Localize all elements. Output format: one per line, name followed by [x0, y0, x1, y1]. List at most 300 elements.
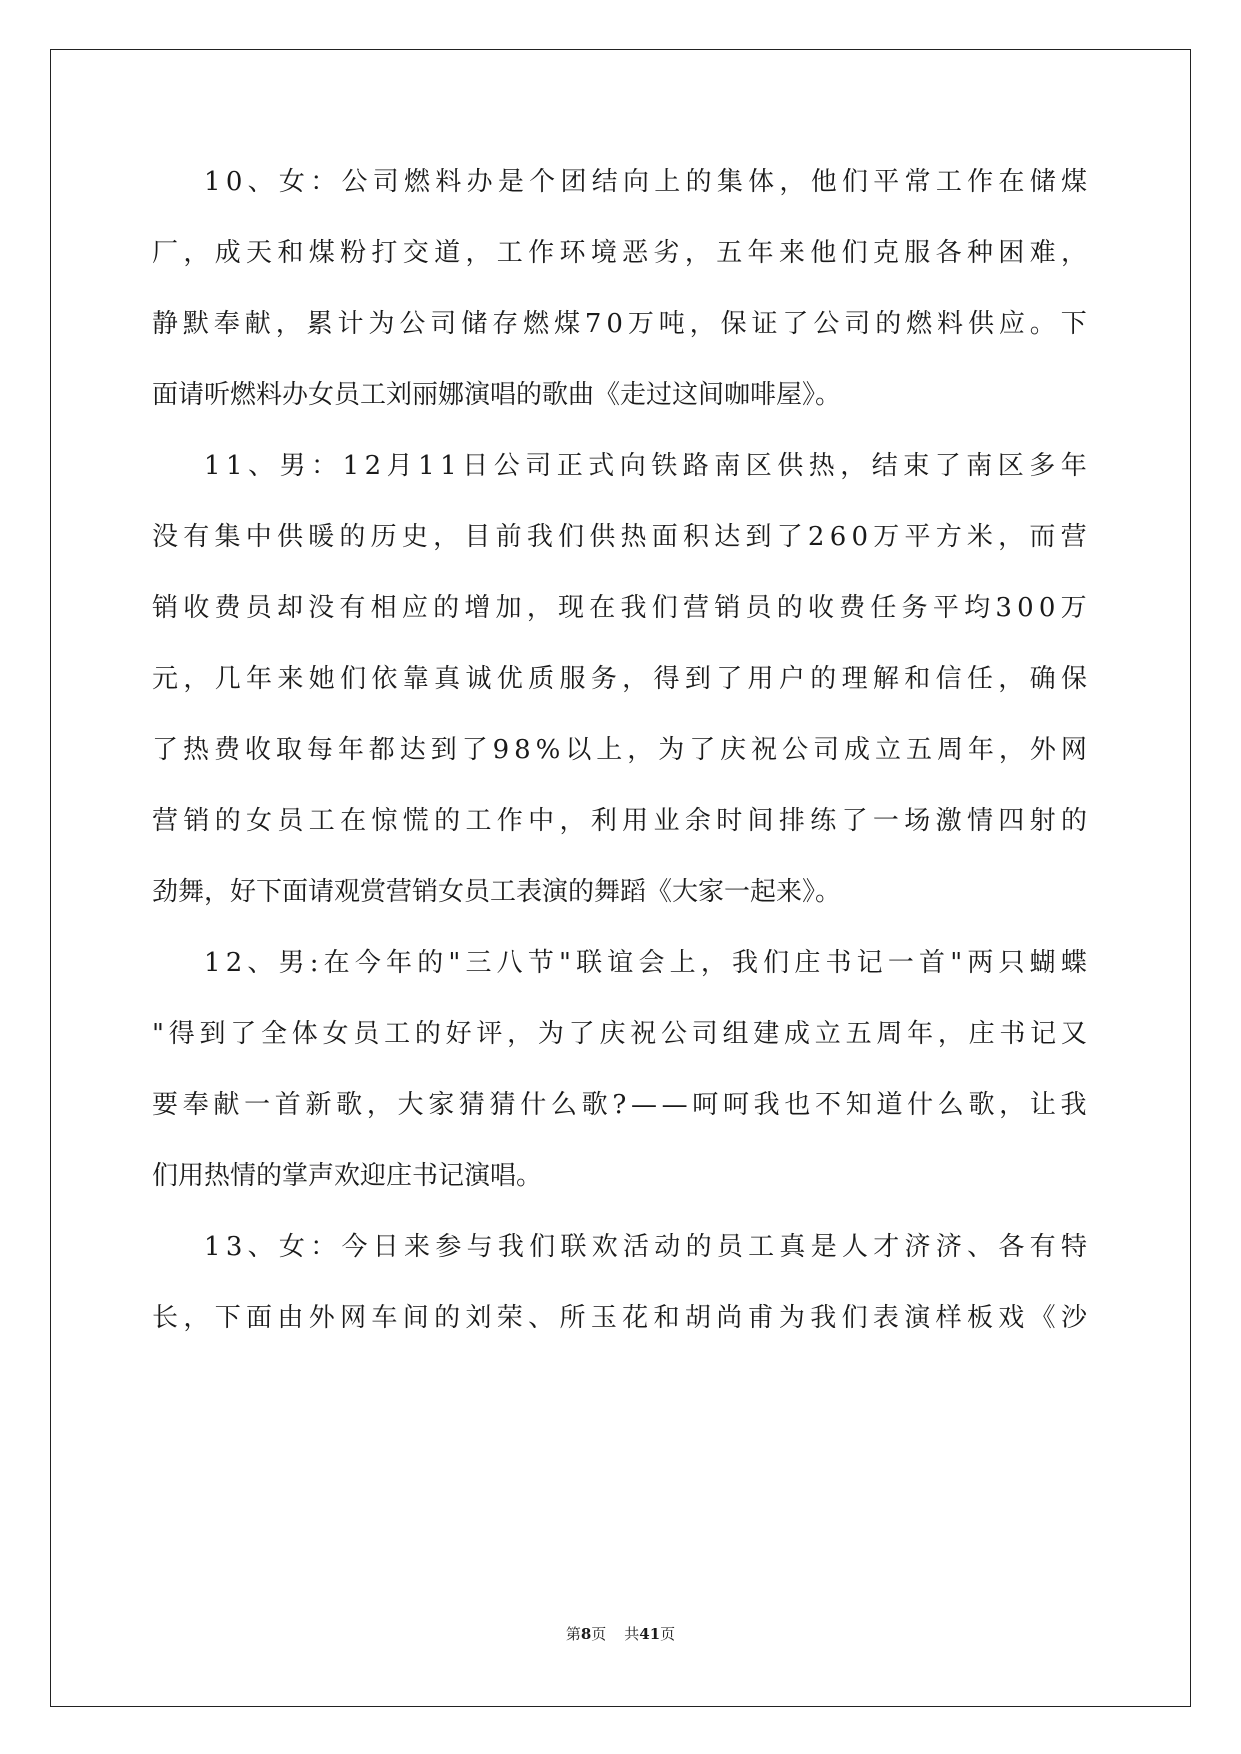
glyph: 常 — [904, 167, 931, 197]
glyph: 年 — [747, 238, 774, 268]
glyph: 又 — [1060, 1019, 1087, 1049]
glyph: 什 — [520, 1090, 547, 1120]
glyph: 一 — [872, 806, 899, 836]
glyph: 男 — [279, 451, 306, 481]
glyph: 献 — [213, 1090, 240, 1120]
glyph: 的 — [685, 167, 712, 197]
glyph: 环 — [559, 238, 586, 268]
glyph: 司 — [372, 167, 399, 197]
glyph: ， — [183, 664, 210, 694]
glyph: 打 — [371, 238, 398, 268]
paragraph-11-line-4 — [152, 662, 1087, 733]
glyph: 的 — [214, 806, 241, 836]
paragraph-11-line-3 — [152, 591, 1087, 662]
glyph: 团 — [560, 167, 587, 197]
glyph: 余 — [684, 806, 711, 836]
glyph: 了 — [934, 451, 961, 481]
glyph: 们 — [558, 522, 585, 552]
glyph: — — [661, 1090, 688, 1120]
glyph: 营 — [152, 806, 179, 836]
glyph: 公 — [782, 735, 809, 765]
total-pages: 41 — [639, 1625, 661, 1643]
glyph: 一 — [244, 1090, 271, 1120]
glyph: 收 — [807, 593, 834, 623]
paragraph-11-line-6 — [152, 804, 1087, 875]
glyph: 书 — [825, 948, 852, 978]
glyph: 样 — [935, 1303, 962, 1333]
glyph: 达 — [399, 735, 426, 765]
glyph: ， — [998, 664, 1025, 694]
glyph: 路 — [682, 451, 709, 481]
glyph: 集 — [214, 522, 241, 552]
glyph: 们 — [340, 664, 367, 694]
glyph: 记 — [1030, 1019, 1057, 1049]
glyph: 2 — [807, 522, 825, 552]
glyph: 信 — [935, 664, 962, 694]
glyph: 我 — [753, 1090, 780, 1120]
page-suffix: 页 — [591, 1625, 607, 1643]
glyph: 燃 — [906, 309, 933, 339]
glyph: ， — [689, 309, 716, 339]
glyph: 演 — [904, 1303, 931, 1333]
glyph: 也 — [784, 1090, 811, 1120]
glyph: 得 — [653, 664, 680, 694]
glyph: 收 — [183, 593, 210, 623]
glyph: 个 — [529, 167, 556, 197]
glyph: 2 — [364, 451, 382, 481]
glyph: 活 — [623, 1232, 650, 1262]
glyph: 销 — [152, 593, 179, 623]
glyph: 供 — [967, 309, 994, 339]
glyph: 司 — [844, 309, 871, 339]
glyph: 到 — [684, 664, 711, 694]
glyph: 的 — [776, 593, 803, 623]
glyph: 情 — [966, 806, 993, 836]
paragraph-10-line-4: 面请听燃料办女员工刘丽娜演唱的歌曲《走过这间咖啡屋》。 — [152, 380, 842, 410]
glyph: 公 — [660, 1019, 687, 1049]
glyph: 、 — [248, 451, 275, 481]
glyph: 惊 — [371, 806, 398, 836]
glyph: 表 — [872, 1303, 899, 1333]
glyph: 员 — [745, 593, 772, 623]
glyph: 猜 — [489, 1090, 516, 1120]
glyph: 来 — [778, 238, 805, 268]
glyph: ， — [700, 948, 727, 978]
glyph: 的 — [433, 593, 460, 623]
glyph: 1 — [204, 948, 221, 978]
glyph: 均 — [964, 593, 991, 623]
glyph: 热 — [808, 451, 835, 481]
glyph: 史 — [401, 522, 428, 552]
glyph: 工 — [465, 806, 492, 836]
glyph: 中 — [528, 806, 555, 836]
glyph: 歌 — [581, 1090, 608, 1120]
glyph: 车 — [371, 1303, 398, 1333]
glyph: 祝 — [751, 735, 778, 765]
page-prefix: 第 — [565, 1625, 581, 1643]
glyph: 各 — [935, 238, 962, 268]
glyph: 的 — [810, 664, 837, 694]
glyph: 尚 — [716, 1303, 743, 1333]
glyph: 却 — [276, 593, 303, 623]
glyph: 燃 — [404, 167, 431, 197]
paragraph-12-line-2 — [152, 1017, 1087, 1088]
glyph: 歌 — [336, 1090, 363, 1120]
glyph: ， — [183, 238, 210, 268]
glyph: 任 — [966, 664, 993, 694]
glyph: 几 — [214, 664, 241, 694]
glyph: 下 — [214, 1303, 241, 1333]
glyph: 了 — [230, 1019, 257, 1049]
glyph: 沙 — [1060, 1303, 1087, 1333]
glyph: 激 — [935, 806, 962, 836]
glyph: 、 — [528, 1303, 555, 1333]
glyph: ， — [627, 735, 654, 765]
glyph: 奉 — [182, 1090, 209, 1120]
glyph: 么 — [550, 1090, 577, 1120]
glyph: 长 — [152, 1303, 179, 1333]
glyph: 荣 — [496, 1303, 523, 1333]
glyph: 的 — [417, 948, 444, 978]
glyph: 6 — [829, 522, 847, 552]
glyph: 才 — [873, 1232, 900, 1262]
glyph: 优 — [496, 664, 523, 694]
glyph: 方 — [935, 522, 962, 552]
glyph: 员 — [353, 1019, 380, 1049]
glyph: 煤 — [553, 309, 580, 339]
glyph: 0 — [851, 522, 868, 552]
glyph: 保 — [720, 309, 747, 339]
glyph: 万 — [873, 522, 900, 552]
glyph: 道 — [876, 1090, 903, 1120]
glyph: 有 — [183, 522, 210, 552]
glyph: 我 — [620, 593, 647, 623]
glyph: 中 — [245, 522, 272, 552]
glyph: 供 — [589, 522, 616, 552]
glyph: 而 — [1029, 522, 1056, 552]
glyph: 3 — [225, 1232, 243, 1262]
glyph: 动 — [654, 1232, 681, 1262]
glyph: 了 — [689, 735, 716, 765]
glyph: " — [559, 948, 571, 978]
glyph: 9 — [492, 735, 510, 765]
glyph: 有 — [339, 593, 366, 623]
glyph: 区 — [997, 451, 1024, 481]
glyph: 司 — [813, 735, 840, 765]
glyph: 猜 — [458, 1090, 485, 1120]
glyph: 我 — [731, 948, 758, 978]
glyph: 积 — [682, 522, 709, 552]
glyph: 在 — [340, 806, 367, 836]
glyph: 女 — [322, 1019, 349, 1049]
glyph: 、 — [247, 167, 274, 197]
glyph: 男 — [278, 948, 305, 978]
glyph: 种 — [966, 238, 993, 268]
glyph: 费 — [214, 593, 241, 623]
glyph: 五 — [716, 238, 743, 268]
glyph: 了 — [152, 735, 179, 765]
glyph: 所 — [559, 1303, 586, 1333]
glyph: 营 — [1060, 522, 1087, 552]
glyph: 公 — [493, 451, 520, 481]
glyph: 们 — [651, 593, 678, 623]
glyph: " — [448, 948, 461, 978]
glyph: 立 — [814, 1019, 841, 1049]
glyph: 成 — [844, 735, 871, 765]
glyph: 庄 — [794, 948, 821, 978]
glyph: 证 — [751, 309, 778, 339]
glyph: 庄 — [968, 1019, 995, 1049]
glyph: 存 — [492, 309, 519, 339]
glyph: 年 — [246, 664, 273, 694]
glyph: 家 — [428, 1090, 455, 1120]
glyph: 在 — [998, 167, 1025, 197]
glyph: 济 — [904, 1232, 931, 1262]
paragraph-11-line-5 — [152, 733, 1087, 804]
glyph: 为 — [658, 735, 685, 765]
glyph: 为 — [537, 1019, 564, 1049]
glyph: 年 — [1060, 451, 1087, 481]
glyph: 得 — [168, 1019, 195, 1049]
glyph: 们 — [763, 948, 790, 978]
glyph: 销 — [183, 806, 210, 836]
glyph: 煤 — [1060, 167, 1087, 197]
glyph: 蝶 — [1060, 948, 1087, 978]
glyph: 的 — [434, 1303, 461, 1333]
glyph: 庆 — [720, 735, 747, 765]
glyph: 面 — [651, 522, 678, 552]
glyph: 交 — [402, 238, 429, 268]
glyph: 结 — [591, 167, 618, 197]
glyph: 我 — [810, 1303, 837, 1333]
glyph: 向 — [619, 451, 646, 481]
glyph: 平 — [904, 522, 931, 552]
glyph: 现 — [558, 593, 585, 623]
glyph: 司 — [430, 309, 457, 339]
glyph: 的 — [1060, 806, 1087, 836]
glyph: 甫 — [747, 1303, 774, 1333]
glyph: 平 — [932, 593, 959, 623]
glyph: 工 — [748, 1232, 775, 1262]
glyph: 工 — [308, 806, 335, 836]
glyph: 到 — [199, 1019, 226, 1049]
glyph: 解 — [872, 664, 899, 694]
paragraph-13-line-1 — [152, 1230, 1087, 1301]
glyph: 知 — [845, 1090, 872, 1120]
glyph: 元 — [152, 664, 179, 694]
glyph: 为 — [368, 309, 395, 339]
glyph: 特 — [1060, 1232, 1087, 1262]
glyph: 热 — [182, 735, 209, 765]
glyph: 会 — [638, 948, 665, 978]
paragraph-11-line-1 — [152, 449, 1087, 520]
paragraph-10-line-2 — [152, 236, 1087, 307]
paragraph-12-line-1 — [152, 946, 1087, 1017]
glyph: 境 — [590, 238, 617, 268]
glyph: ， — [622, 664, 649, 694]
glyph: 。 — [1029, 309, 1056, 339]
glyph: 蝴 — [1029, 948, 1056, 978]
glyph: 年 — [967, 735, 994, 765]
glyph: 没 — [152, 522, 179, 552]
glyph: 们 — [841, 1303, 868, 1333]
glyph: 来 — [404, 1232, 431, 1262]
glyph: 目 — [464, 522, 491, 552]
glyph: 服 — [904, 238, 931, 268]
glyph: 司 — [525, 451, 552, 481]
glyph: 供 — [276, 522, 303, 552]
glyph: 书 — [999, 1019, 1026, 1049]
glyph: 没 — [308, 593, 335, 623]
glyph: 周 — [876, 1019, 903, 1049]
glyph: 天 — [246, 238, 273, 268]
glyph: 的 — [685, 1232, 712, 1262]
glyph: 由 — [277, 1303, 304, 1333]
glyph: 评 — [476, 1019, 503, 1049]
glyph: 五 — [845, 1019, 872, 1049]
glyph: 在 — [323, 948, 350, 978]
glyph: ， — [275, 309, 302, 339]
glyph: 平 — [873, 167, 900, 197]
glyph: 束 — [903, 451, 930, 481]
glyph: 营 — [682, 593, 709, 623]
glyph: 我 — [526, 522, 553, 552]
glyph: 到 — [430, 735, 457, 765]
glyph: 欢 — [591, 1232, 618, 1262]
glyph: ， — [779, 167, 806, 197]
glyph: 联 — [576, 948, 603, 978]
glyph: 靠 — [402, 664, 429, 694]
glyph: 献 — [244, 309, 271, 339]
glyph: 前 — [495, 522, 522, 552]
glyph: ， — [559, 806, 586, 836]
glyph: 外 — [308, 1303, 335, 1333]
glyph: 劣 — [653, 238, 680, 268]
glyph: 我 — [497, 1232, 524, 1262]
glyph: 米 — [966, 522, 993, 552]
glyph: 确 — [1029, 664, 1056, 694]
glyph: 女 — [278, 167, 305, 197]
glyph: 全 — [261, 1019, 288, 1049]
glyph: 0 — [1038, 593, 1056, 623]
glyph: 真 — [779, 1232, 806, 1262]
glyph: 0 — [225, 167, 243, 197]
glyph: 首 — [919, 948, 946, 978]
glyph: 时 — [716, 806, 743, 836]
glyph: 上 — [669, 948, 696, 978]
glyph: 祝 — [630, 1019, 657, 1049]
glyph: ， — [684, 238, 711, 268]
glyph: 让 — [1029, 1090, 1056, 1120]
glyph: 庆 — [599, 1019, 626, 1049]
glyph: 节 — [527, 948, 554, 978]
glyph: 都 — [368, 735, 395, 765]
glyph: 练 — [810, 806, 837, 836]
glyph: 销 — [714, 593, 741, 623]
glyph: 们 — [841, 238, 868, 268]
glyph: 我 — [1060, 1090, 1087, 1120]
glyph: 到 — [745, 522, 772, 552]
glyph: 面 — [246, 1303, 273, 1333]
glyph: 0 — [606, 309, 623, 339]
glyph: ， — [937, 1019, 964, 1049]
glyph: 参 — [435, 1232, 462, 1262]
glyph: ， — [840, 451, 867, 481]
glyph: ， — [998, 522, 1025, 552]
glyph: 质 — [528, 664, 555, 694]
glyph: 呵 — [722, 1090, 749, 1120]
glyph: 费 — [839, 593, 866, 623]
glyph: 向 — [623, 167, 650, 197]
glyph: 1 — [440, 451, 457, 481]
page-number: 8 — [580, 1625, 592, 1643]
glyph: 了 — [461, 735, 488, 765]
glyph: 四 — [998, 806, 1025, 836]
glyph: 谊 — [607, 948, 634, 978]
glyph: 胡 — [684, 1303, 711, 1333]
glyph: 式 — [588, 451, 615, 481]
glyph: 呵 — [692, 1090, 719, 1120]
glyph: 周 — [936, 735, 963, 765]
total-suffix: 页 — [660, 1625, 676, 1643]
glyph: 计 — [337, 309, 364, 339]
glyph: 每 — [306, 735, 333, 765]
glyph: 公 — [399, 309, 426, 339]
glyph: 八 — [496, 948, 523, 978]
glyph: 3 — [995, 593, 1012, 623]
glyph: 他 — [810, 167, 837, 197]
glyph: 料 — [937, 309, 964, 339]
glyph: 厂 — [152, 238, 179, 268]
glyph: 体 — [748, 167, 775, 197]
glyph: 年 — [337, 735, 364, 765]
glyph: 间 — [402, 1303, 429, 1333]
glyph: 联 — [560, 1232, 587, 1262]
glyph: 的 — [414, 1019, 441, 1049]
glyph: ， — [998, 735, 1025, 765]
glyph: 员 — [245, 593, 272, 623]
glyph: % — [535, 735, 561, 765]
glyph: 的 — [339, 522, 366, 552]
glyph: 板 — [966, 1303, 993, 1333]
glyph: 不 — [815, 1090, 842, 1120]
glyph: 上 — [654, 167, 681, 197]
glyph: " — [950, 948, 963, 978]
glyph: 粉 — [340, 238, 367, 268]
glyph: 作 — [528, 238, 555, 268]
glyph: 业 — [653, 806, 680, 836]
glyph: 下 — [1060, 309, 1087, 339]
glyph: 歌 — [968, 1090, 995, 1120]
glyph: ， — [366, 1090, 393, 1120]
glyph: — — [630, 1090, 657, 1120]
glyph: 司 — [691, 1019, 718, 1049]
glyph: 1 — [204, 1232, 221, 1262]
glyph: 组 — [722, 1019, 749, 1049]
glyph: 办 — [466, 167, 493, 197]
glyph: 吨 — [658, 309, 685, 339]
glyph: ， — [526, 593, 553, 623]
glyph: 网 — [340, 1303, 367, 1333]
glyph: 难 — [1029, 238, 1056, 268]
glyph: 工 — [496, 238, 523, 268]
glyph: 集 — [716, 167, 743, 197]
glyph: ： — [310, 1232, 337, 1262]
glyph: 她 — [308, 664, 335, 694]
glyph: 大 — [397, 1090, 424, 1120]
glyph: 作 — [967, 167, 994, 197]
glyph: 结 — [871, 451, 898, 481]
